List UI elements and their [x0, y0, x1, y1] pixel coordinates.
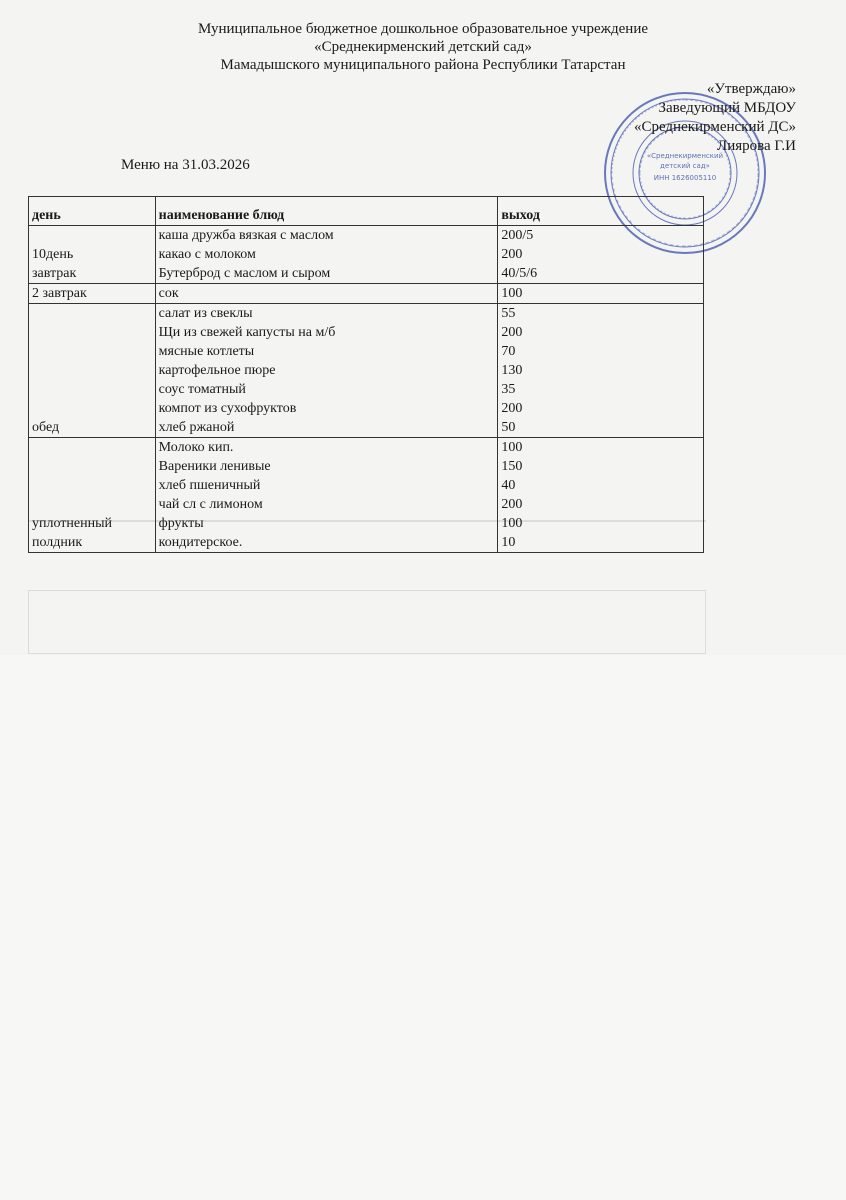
outputs-cell-line: 200: [501, 497, 523, 512]
outputs-cell-line: 35: [501, 382, 516, 397]
table-row: [29, 284, 704, 304]
table-row: [29, 226, 704, 284]
header-output: выход: [498, 197, 704, 226]
menu-table-body: [29, 226, 704, 553]
page-lower-area: [0, 655, 846, 1200]
table-header-row: [29, 197, 704, 226]
outputs-cell-line: 200/5: [501, 228, 534, 243]
dishes-cell-line: Вареники ленивые: [158, 459, 271, 474]
header-line-3: Мамадышского муниципального района Республики Татарстан: [220, 57, 626, 73]
stamp-text-1: «Среднекирменский: [646, 152, 724, 160]
outputs-cell-line: 100: [501, 286, 523, 301]
dishes-cell-line: какао с молоком: [158, 247, 256, 262]
dishes-cell-line: Щи из свежей капусты на м/б: [158, 325, 336, 340]
outputs-cell: [498, 284, 704, 304]
meal-cell-line: обед: [32, 420, 60, 435]
approve-line-1: «Утверждаю»: [706, 81, 796, 97]
outputs-cell-line: 200: [501, 247, 523, 262]
outputs-cell: [498, 438, 704, 553]
dishes-cell-line: Молоко кип.: [158, 440, 234, 455]
dishes-cell: [155, 226, 498, 284]
outputs-cell-line: 55: [501, 306, 516, 321]
outputs-cell-line: 100: [501, 440, 523, 455]
approve-line-4: Лиярова Г.И: [717, 138, 796, 154]
approve-line-3: «Среднекирменский ДС»: [633, 119, 796, 135]
meal-cell: [29, 304, 156, 438]
dishes-cell-line: каша дружба вязкая с маслом: [158, 228, 334, 243]
table-row: [29, 304, 704, 438]
meal-cell-line: 10день: [32, 247, 74, 262]
dishes-cell-line: салат из свеклы: [158, 306, 253, 321]
outputs-cell-line: 70: [501, 344, 516, 359]
dishes-cell-line: компот из сухофруктов: [158, 401, 297, 416]
dishes-cell-line: хлеб ржаной: [158, 420, 235, 435]
header-line-2: «Среднекирменский детский сад»: [314, 39, 532, 55]
bleed-through-table: [28, 590, 706, 654]
outputs-cell-line: 130: [501, 363, 523, 378]
outputs-cell-line: 10: [501, 535, 516, 550]
institution-header: [0, 20, 846, 74]
meal-cell-line: 2 завтрак: [32, 286, 87, 301]
dishes-cell: [155, 284, 498, 304]
dishes-cell-line: картофельное пюре: [158, 363, 276, 378]
outputs-cell: [498, 304, 704, 438]
dishes-cell-line: мясные котлеты: [158, 344, 255, 359]
dishes-cell-line: соус томатный: [158, 382, 246, 397]
outputs-cell-line: 50: [501, 420, 516, 435]
meal-cell: [29, 226, 156, 284]
outputs-cell-line: 200: [501, 325, 523, 340]
menu-title: Меню на 31.03.2026: [121, 157, 250, 173]
meal-cell: [29, 284, 156, 304]
meal-cell-line: уплотненный: [32, 516, 113, 531]
outputs-cell: [498, 226, 704, 284]
meal-cell-line: полдник: [32, 535, 83, 550]
dishes-cell-line: сок: [158, 286, 179, 301]
meal-cell: [29, 438, 156, 553]
approval-block: [634, 80, 796, 156]
outputs-cell-line: 150: [501, 459, 523, 474]
outputs-cell-line: 100: [501, 516, 523, 531]
menu-table: [28, 196, 704, 553]
dishes-cell-line: хлеб пшеничный: [158, 478, 261, 493]
stamp-text-2: детский сад»: [660, 162, 710, 170]
header-line-1: Муниципальное бюджетное дошкольное образовательное учреждение: [198, 21, 648, 37]
approve-line-2: Заведующий МБДОУ: [658, 100, 796, 116]
outputs-cell-line: 40: [501, 478, 516, 493]
table-row: [29, 438, 704, 553]
dishes-cell-line: кондитерское.: [158, 535, 243, 550]
header-day: день: [29, 197, 156, 226]
dishes-cell-line: чай сл с лимоном: [158, 497, 263, 512]
outputs-cell-line: 40/5/6: [501, 266, 538, 281]
stamp-inn: ИНН 1626005110: [653, 174, 717, 182]
header-dish-name: наименование блюд: [155, 197, 498, 226]
meal-cell-line: завтрак: [32, 266, 77, 281]
dishes-cell: [155, 304, 498, 438]
outputs-cell-line: 200: [501, 401, 523, 416]
dishes-cell-line: Бутерброд с маслом и сыром: [158, 266, 331, 281]
dishes-cell: [155, 438, 498, 553]
dishes-cell-line: фрукты: [158, 516, 204, 531]
